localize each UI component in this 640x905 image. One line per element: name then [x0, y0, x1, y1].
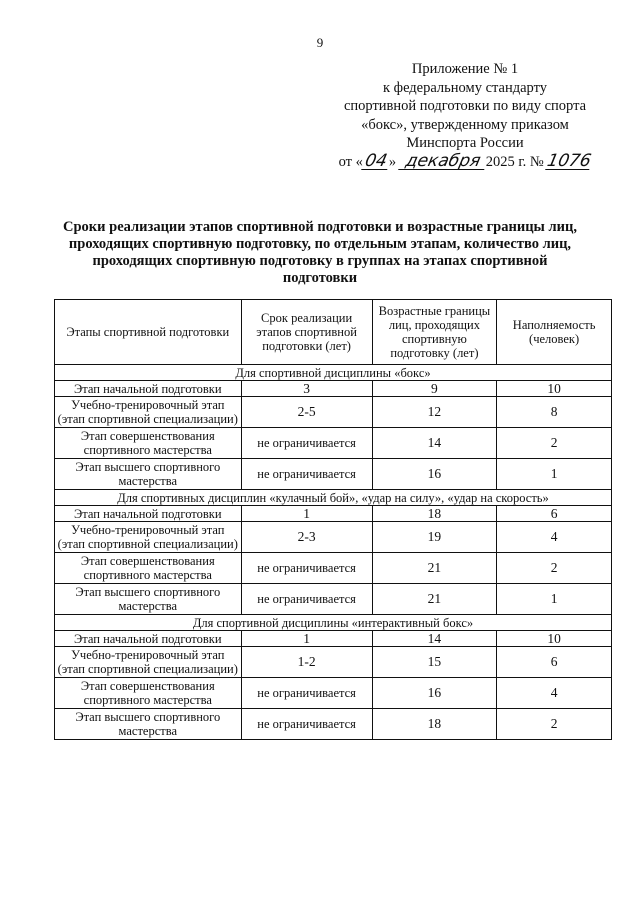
duration-cell: 1	[241, 631, 372, 647]
header-stages: Этапы спортивной подготовки	[55, 300, 242, 365]
section-title: Для спортивных дисциплин «кулачный бой», «удар на силу», «удар на скорость»	[55, 490, 612, 506]
occupancy-cell: 10	[497, 381, 612, 397]
duration-cell: 1-2	[241, 647, 372, 678]
table-row	[55, 522, 612, 553]
duration-cell: не ограничивается	[241, 584, 372, 615]
appendix-line-1: Приложение № 1	[411, 61, 519, 77]
date-year: 2025 г. №	[485, 153, 544, 170]
duration-cell: не ограничивается	[241, 553, 372, 584]
age-cell: 14	[372, 428, 497, 459]
age-cell: 19	[372, 522, 497, 553]
age-cell: 16	[372, 459, 497, 490]
section-row	[55, 365, 612, 381]
age-cell: 14	[372, 631, 497, 647]
stage-cell: Этап совершенствования спортивного мастерства	[55, 678, 242, 709]
appendix-line-4: «бокс», утвержденному приказом	[361, 116, 569, 133]
age-cell: 18	[372, 506, 497, 522]
table-header-row	[55, 300, 612, 365]
section-title: Для спортивной дисциплины «интерактивный бокс»	[55, 615, 612, 631]
header-occupancy: Наполняемость (человек)	[497, 300, 612, 365]
duration-cell: не ограничивается	[241, 459, 372, 490]
occupancy-cell: 4	[497, 678, 612, 709]
table-row	[55, 397, 612, 428]
occupancy-cell: 2	[497, 553, 612, 584]
table-row	[55, 584, 612, 615]
header-age-limits: Возрастные границы лиц, проходящих спортивную подготовку (лет)	[372, 300, 497, 365]
occupancy-cell: 2	[497, 428, 612, 459]
order-date-line	[320, 150, 610, 172]
table-row	[55, 459, 612, 490]
age-cell: 21	[372, 584, 497, 615]
table-row	[55, 553, 612, 584]
appendix-line-3: спортивной подготовки по виду спорта	[343, 98, 587, 115]
document-title: Сроки реализации этапов спортивной подготовки и возрастные границы лиц, проходящих спортивную подготовку, по отдельным этапам, количество лиц, проходящих спортивную подготовку в группах на этапах спортивной подготовки	[63, 219, 577, 286]
date-mid: »	[388, 153, 397, 170]
age-cell: 12	[372, 397, 497, 428]
page-number: 9	[316, 35, 324, 50]
stage-cell: Этап начальной подготовки	[55, 506, 242, 522]
handwritten-month: декабря	[398, 153, 488, 170]
table-row	[55, 381, 612, 397]
duration-cell: не ограничивается	[241, 428, 372, 459]
occupancy-cell: 10	[497, 631, 612, 647]
stages-table	[54, 299, 612, 740]
appendix-line-5: Минспорта России	[406, 135, 524, 152]
handwritten-day: 04	[363, 150, 389, 171]
stage-cell: Этап высшего спортивного мастерства	[55, 459, 242, 490]
stage-cell: Учебно-тренировочный этап (этап спортивной специализации)	[55, 522, 242, 553]
occupancy-cell: 1	[497, 584, 612, 615]
table-row	[55, 647, 612, 678]
age-cell: 15	[372, 647, 497, 678]
duration-cell: 3	[241, 381, 372, 397]
duration-cell: не ограничивается	[241, 709, 372, 740]
stage-cell: Этап совершенствования спортивного мастерства	[55, 553, 242, 584]
handwritten-order-number: 1076	[545, 150, 594, 171]
section-title: Для спортивной дисциплины «бокс»	[55, 365, 612, 381]
stage-cell: Этап высшего спортивного мастерства	[55, 584, 242, 615]
occupancy-cell: 6	[497, 647, 612, 678]
age-cell: 18	[372, 709, 497, 740]
duration-cell: 2-3	[241, 522, 372, 553]
table-row	[55, 631, 612, 647]
table-row	[55, 506, 612, 522]
duration-cell: не ограничивается	[241, 678, 372, 709]
table-row	[55, 428, 612, 459]
stage-cell: Этап высшего спортивного мастерства	[55, 709, 242, 740]
age-cell: 16	[372, 678, 497, 709]
stage-cell: Этап начальной подготовки	[55, 631, 242, 647]
age-cell: 21	[372, 553, 497, 584]
header-duration: Срок реализации этапов спортивной подготовки (лет)	[241, 300, 372, 365]
table-row	[55, 678, 612, 709]
occupancy-cell: 8	[497, 397, 612, 428]
table-row	[55, 709, 612, 740]
stage-cell: Учебно-тренировочный этап (этап спортивной специализации)	[55, 647, 242, 678]
occupancy-cell: 4	[497, 522, 612, 553]
stage-cell: Учебно-тренировочный этап (этап спортивной специализации)	[55, 397, 242, 428]
appendix-block	[320, 60, 610, 172]
duration-cell: 2-5	[241, 397, 372, 428]
occupancy-cell: 2	[497, 709, 612, 740]
occupancy-cell: 6	[497, 506, 612, 522]
section-row	[55, 490, 612, 506]
age-cell: 9	[372, 381, 497, 397]
appendix-line-2: к федеральному стандарту	[383, 79, 547, 96]
date-prefix: от «	[338, 153, 363, 170]
stage-cell: Этап начальной подготовки	[55, 381, 242, 397]
occupancy-cell: 1	[497, 459, 612, 490]
duration-cell: 1	[241, 506, 372, 522]
stage-cell: Этап совершенствования спортивного мастерства	[55, 428, 242, 459]
section-row	[55, 615, 612, 631]
